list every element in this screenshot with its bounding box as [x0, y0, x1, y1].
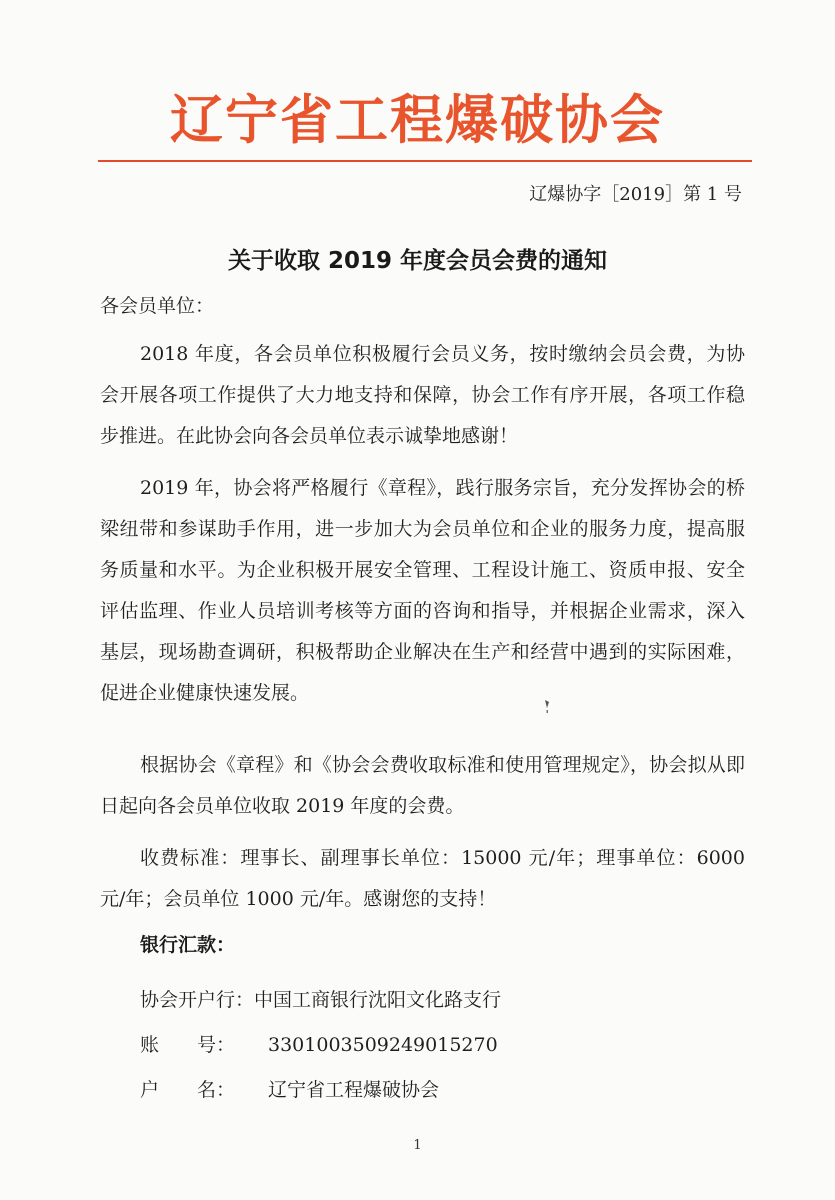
account-name-value: 辽宁省工程爆破协会: [268, 1079, 440, 1101]
bank-name-row: [140, 985, 501, 1012]
document-title: 关于收取 2019 年度会员会费的通知: [227, 248, 608, 274]
salutation: 各会员单位：: [100, 295, 215, 317]
bank-transfer-heading: 银行汇款：: [140, 934, 236, 956]
document-number: 辽爆协字［2019］第 1 号: [529, 184, 742, 205]
letterhead-divider: [98, 160, 752, 162]
bank-name-value: 中国工商银行沈阳文化路支行: [254, 989, 502, 1011]
account-number-value: 3301003509249015270: [268, 1034, 498, 1056]
paragraph: 根据协会《章程》和《协会会费收取标准和使用管理规定》，协会拟从即日起向各会员单位收取 2019 年度的会费。: [100, 754, 745, 817]
account-name-row: [140, 1075, 439, 1102]
account-number-row: [140, 1030, 498, 1057]
paragraph: 收费标准：理事长、副理事长单位：15000 元/年；理事单位：6000 元/年；会员单位 1000 元/年。感谢您的支持！: [100, 847, 745, 910]
paragraph: 2019 年，协会将严格履行《章程》，践行服务宗旨，充分发挥协会的桥梁纽带和参谋助手作用，进一步加大为会员单位和企业的服务力度，提高服务质量和水平。为企业积极开展安全管理、工程设计施工、资质申报、安全评估监理、作业人员培训考核等方面的咨询和指导，并根据企业需求，深入基层，现场勘查调研，积极帮助企业解决在生产和经营中遇到的实际困难，促进企业健康快速发展。: [100, 477, 745, 704]
letterhead-title: 辽宁省工程爆破协会: [170, 90, 665, 151]
bank-name-label: 协会开户行：: [140, 989, 255, 1011]
paragraph: 2018 年度，各会员单位积极履行会员义务，按时缴纳会员会费，为协会开展各项工作提供了大力地支持和保障，协会工作有序开展，各项工作稳步推进。在此协会向各会员单位表示诚挚地感谢！: [100, 343, 745, 447]
page-number: 1: [413, 1138, 422, 1153]
account-number-label: 账 号：: [140, 1034, 236, 1056]
account-name-label: 户 名：: [140, 1079, 236, 1101]
scan-artifact-mark: [544, 700, 550, 714]
